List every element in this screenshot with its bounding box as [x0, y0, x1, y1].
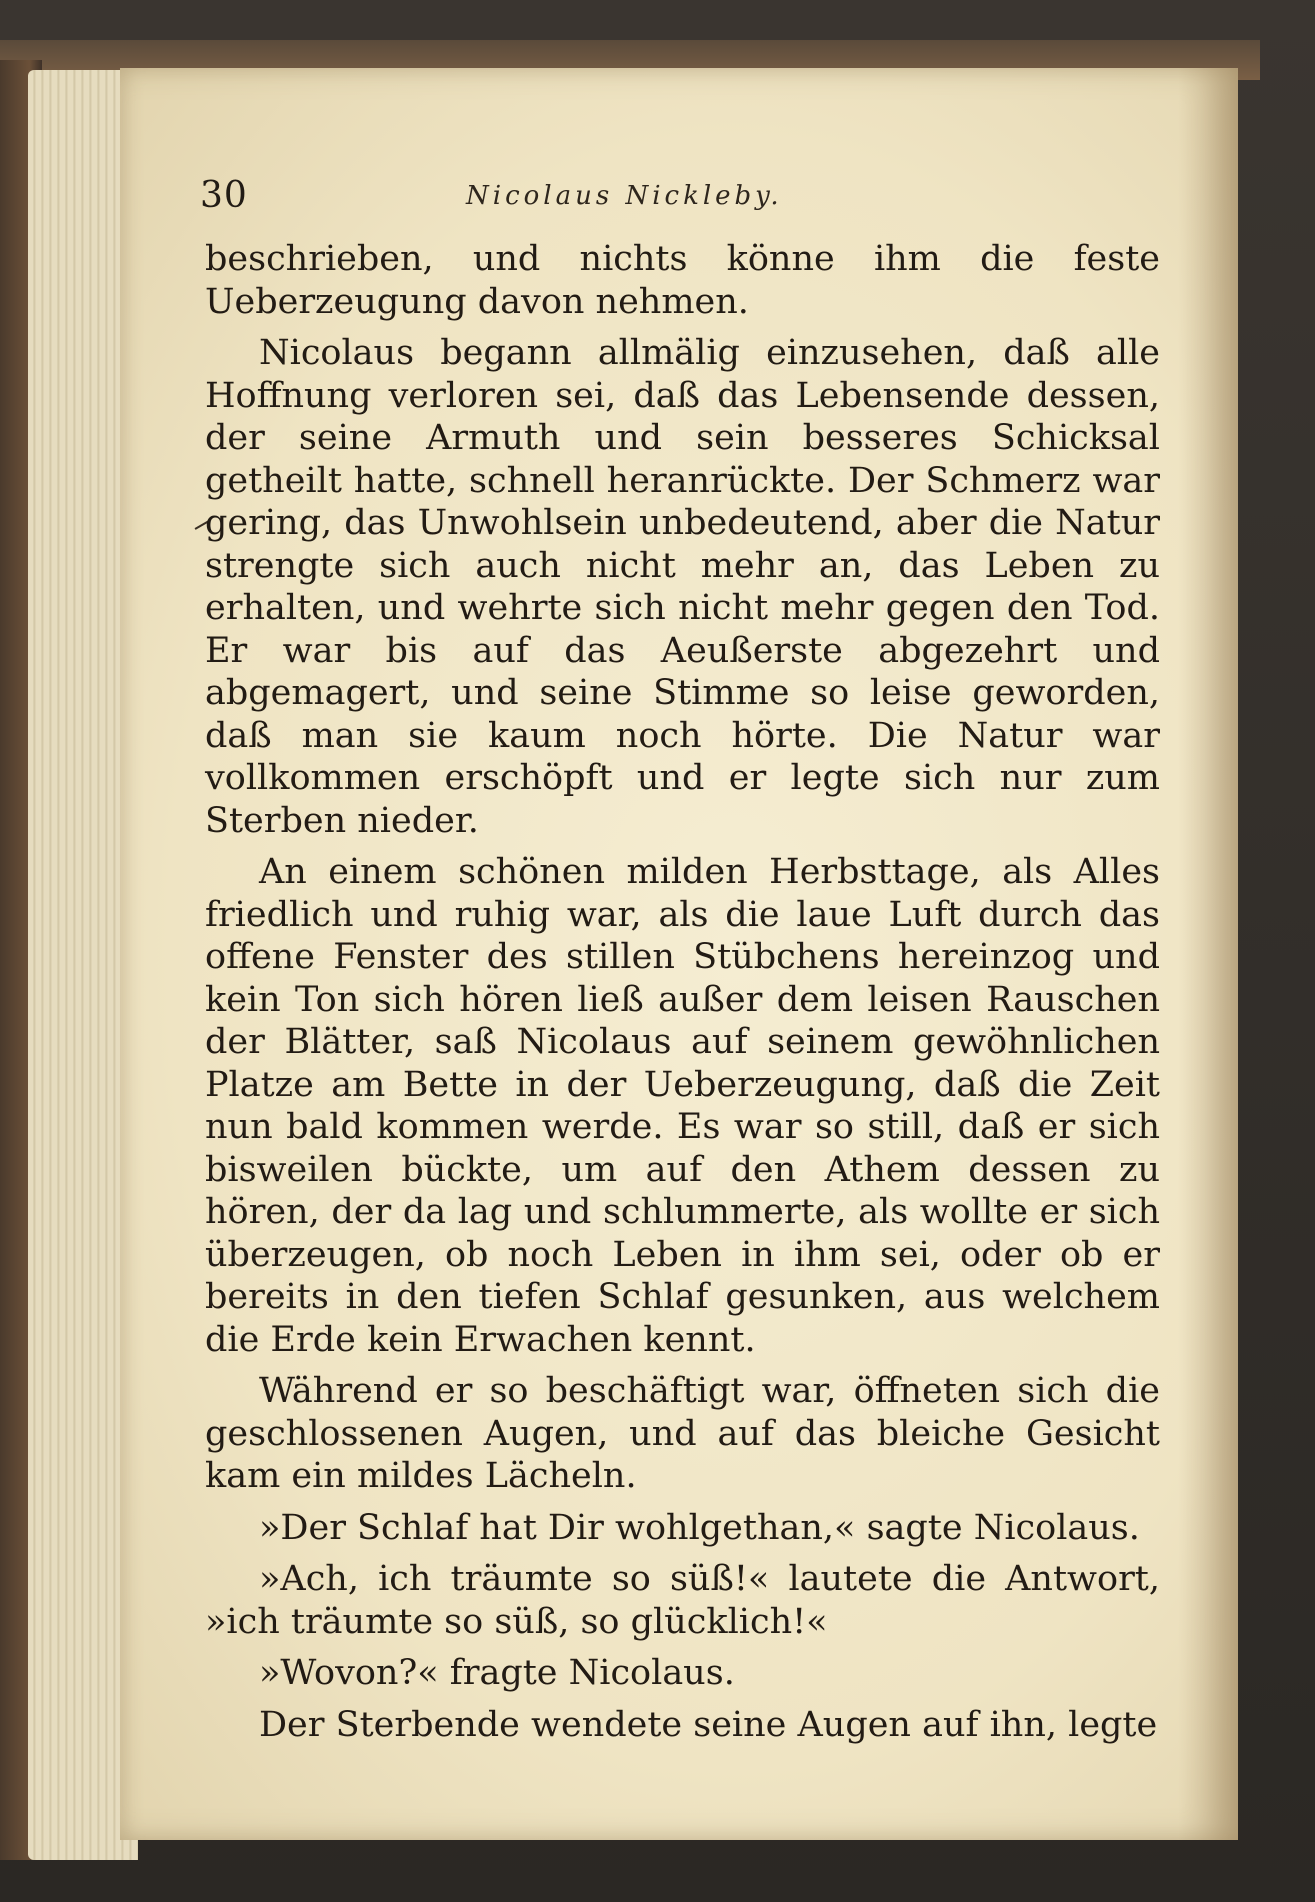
paragraph: Der Sterbende wendete seine Augen auf ihn, legte: [259, 1704, 1158, 1745]
dialogue-line: »Der Schlaf hat Dir wohlgethan,« sagte Nicolaus.: [259, 1507, 1140, 1548]
paragraph-continuation: beschrieben, und nichts könne ihm die feste Ueberzeugung davon nehmen.: [205, 239, 1160, 322]
paragraph: Während er so beschäftigt war, öffneten sich die geschlossenen Augen, und auf das bleiche Gesicht kam ein mildes Lächeln.: [205, 1371, 1160, 1496]
body-text: [205, 238, 1160, 1755]
running-title: Nicolaus Nickleby.: [466, 181, 783, 211]
page-number: 30: [200, 175, 248, 216]
dialogue-line: »Ach, ich träumte so süß!« lautete die Antwort, »ich träumte so süß, so glücklich!«: [205, 1559, 1160, 1642]
dialogue-line: »Wovon?« fragte Nicolaus.: [259, 1653, 735, 1693]
page-fold-shadow: [1178, 68, 1238, 1840]
running-head: [200, 175, 920, 215]
paragraph: An einem schönen milden Herbsttage, als Alles friedlich und ruhig war, als die laue Luft durch das offene Fenster des stillen Stübchens hereinzog und kein Ton sich hören ließ außer dem leisen Rauschen der Blätter, saß Nicolaus auf seinem gewöhnlichen Platze am Bette in der Ueberzeugung, daß die Zeit nun bald kommen werde. Es war so still, daß er sich bisweilen bückte, um auf den Athem dessen zu hören, der da lag und schlummerte, als wollte er sich überzeugen, ob noch Leben in ihm sei, oder ob er bereits in den tiefen Schlaf gesunken, aus welchem die Erde kein Erwachen kennt.: [205, 852, 1160, 1360]
paragraph: Nicolaus begann allmälig einzusehen, daß alle Hoffnung verloren sei, daß das Lebensende dessen, der seine Armuth und sein besseres Schicksal getheilt hatte, schnell heranrückte. Der Schmerz war gering, das Unwohlsein unbedeutend, aber die Natur strengte sich auch nicht mehr an, das Leben zu erhalten, und wehrte sich nicht mehr gegen den Tod. Er war bis auf das Aeußerste abgezehrt und abgemagert, und seine Stimme so leise geworden, daß man sie kaum noch hörte. Die Natur war vollkommen erschöpft und er legte sich nur zum Sterben nieder.: [205, 333, 1160, 841]
